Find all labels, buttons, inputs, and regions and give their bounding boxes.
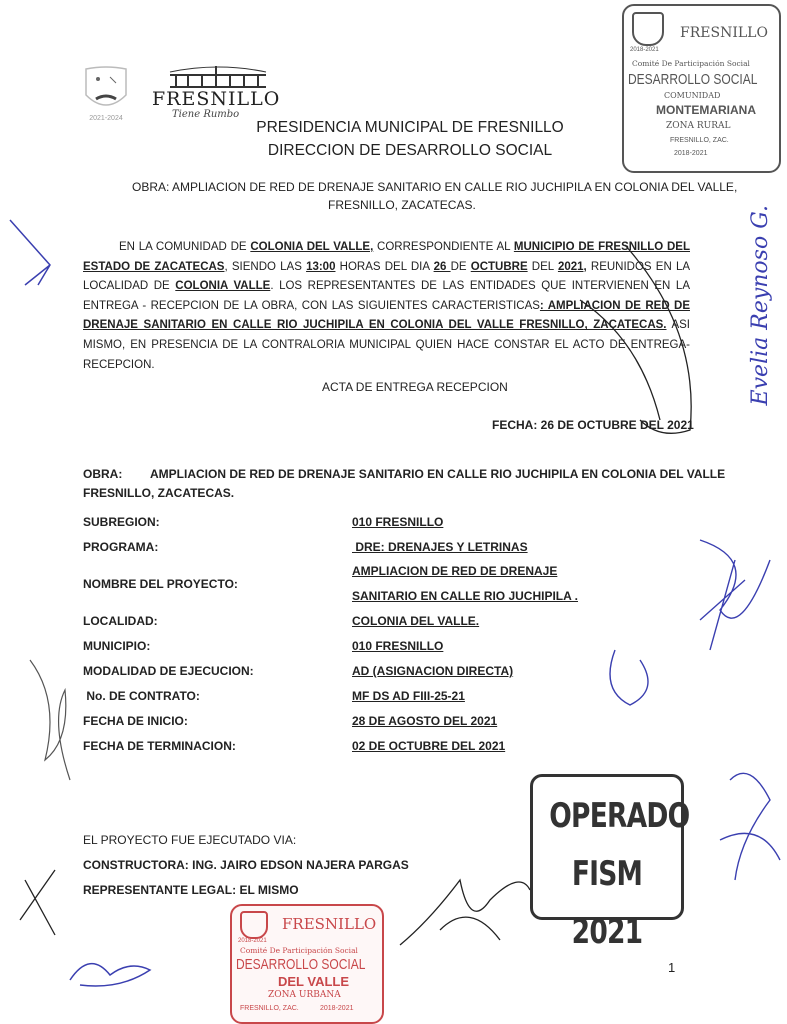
comite-stamp-grey <box>622 4 781 173</box>
value-localidad: COLONIA DEL VALLE. <box>352 614 480 628</box>
text: EN LA COMUNIDAD DE <box>119 241 251 253</box>
stamp-lugar: FRESNILLO, ZAC. <box>670 137 729 144</box>
signature-bottom-left <box>20 870 55 935</box>
logo-name: FRESNILLO <box>152 88 281 110</box>
operado-fism-stamp <box>530 774 690 952</box>
value-contrato: MF DS AD FIII-25-21 <box>352 689 465 703</box>
value-municipio: 010 FRESNILLO <box>352 639 444 653</box>
fecha: FECHA: 26 DE OCTUBRE DEL 2021 <box>492 418 694 432</box>
stamp-crest-icon <box>240 911 268 939</box>
title-presidencia: PRESIDENCIA MUNICIPAL DE FRESNILLO <box>256 119 564 136</box>
crest-years: 2021-2024 <box>89 115 123 122</box>
value-fecha-terminacion: 02 DE OCTUBRE DEL 2021 <box>352 739 506 753</box>
stamp-years: 2018-2021 <box>630 47 659 53</box>
value-modalidad: AD (ASIGNACION DIRECTA) <box>352 664 514 678</box>
label-subregion: SUBREGION: <box>83 515 160 529</box>
anio: 2021, <box>557 260 587 273</box>
label-localidad: LOCALIDAD: <box>83 614 158 628</box>
stamp-years: 2018-2021 <box>238 938 267 944</box>
representante-legal: REPRESENTANTE LEGAL: EL MISMO <box>83 883 299 897</box>
stamp-nombre: DEL VALLE <box>278 974 350 989</box>
text: HORAS DEL DIA <box>335 260 434 273</box>
value-nombre-proyecto: AMPLIACION DE RED DE DRENAJE <box>352 564 558 578</box>
text: ASI MISMO, EN PRESENCIA DE LA CONTRALORIA MUNICIPAL QUIEN HACE CONSTAR EL ACTO DE ENTREGA-RECEPCION. <box>83 319 690 371</box>
signature-left-top <box>10 220 50 285</box>
ejecutado-via: EL PROYECTO FUE EJECUTADO VIA: <box>83 833 297 847</box>
label-municipio: MUNICIPIO: <box>83 639 151 653</box>
operado-line1: OPERADO <box>549 796 690 836</box>
stamp-zona: ZONA RURAL <box>666 121 731 131</box>
label-fecha-terminacion: FECHA DE TERMINACION: <box>83 739 236 753</box>
stamp-area: DESARROLLO SOCIAL <box>236 956 366 973</box>
obra-line1: AMPLIACION DE RED DE DRENAJE SANITARIO EN CALLE RIO JUCHIPILA EN COLONIA DEL VALLE <box>150 467 726 481</box>
operado-line2: FISM 2021 <box>571 854 643 952</box>
stamp-periodo: 2018-2021 <box>320 1005 354 1012</box>
stamp-comite: Comité De Participación Social <box>240 946 358 955</box>
obra-label: OBRA: <box>83 467 123 481</box>
signature-bottom-blue <box>70 964 150 986</box>
text: , SIENDO LAS <box>224 260 307 273</box>
stamp-comunidad: COMUNIDAD <box>664 91 721 100</box>
label-contrato: No. DE CONTRATO: <box>83 689 200 703</box>
obra-line2: FRESNILLO, ZACATECAS. <box>83 486 235 500</box>
value-programa: DRE: DRENAJES Y LETRINAS <box>352 540 528 554</box>
value-subregion: 010 FRESNILLO <box>352 515 444 529</box>
localidad: COLONIA VALLE <box>175 280 271 293</box>
stamp-zona: ZONA URBANA <box>268 990 341 1000</box>
stamp-lugar: FRESNILLO, ZAC. <box>240 1005 299 1012</box>
value-fecha-inicio: 28 DE AGOSTO DEL 2021 <box>352 714 498 728</box>
text: REUNIDOS EN LA LOCALIDAD DE <box>83 260 691 293</box>
intro-paragraph <box>83 238 690 375</box>
text: DE <box>450 260 471 273</box>
stamp-area: DESARROLLO SOCIAL <box>628 71 758 88</box>
text: . LOS REPRESENTANTES DE LAS ENTIDADES QUE INTERVIENEN EN LA ENTREGA - RECEPCION DE LA OBRA, CON LAS SIGUIENTES CARACTERISTICAS <box>83 280 690 312</box>
label-nombre-proyecto: NOMBRE DEL PROYECTO: <box>83 577 238 591</box>
label-fecha-inicio: FECHA DE INICIO: <box>83 714 188 728</box>
stamp-logo: FRESNILLO <box>282 915 377 933</box>
obra: : AMPLIACION DE RED DE DRENAJE SANITARIO EN CALLE RIO JUCHIPILA EN COLONIA DEL VALLE FRESNILLO, ZACATECAS. <box>83 299 690 332</box>
handwritten-side-name: Evelia Reynoso G. <box>748 205 773 406</box>
municipio: MUNICIPIO DE FRESNILLO DEL ESTADO DE ZACATECAS <box>83 241 690 273</box>
constructora: CONSTRUCTORA: ING. JAIRO EDSON NAJERA PARGAS <box>83 858 409 872</box>
obra-heading-line2: FRESNILLO, ZACATECAS. <box>328 198 476 212</box>
signature-constructora <box>400 880 530 945</box>
stamp-logo: FRESNILLO <box>680 25 768 41</box>
mes: OCTUBRE <box>470 260 528 273</box>
municipal-crest <box>82 65 130 127</box>
text: CORRESPONDIENTE AL <box>373 241 514 253</box>
acta-title: ACTA DE ENTREGA RECEPCION <box>322 380 508 394</box>
hora: 13:00 <box>306 260 336 273</box>
label-programa: PROGRAMA: <box>83 540 159 554</box>
stamp-nombre: MONTEMARIANA <box>656 103 756 117</box>
signature-left-vertical <box>30 660 70 780</box>
text: DEL <box>527 260 558 273</box>
value-nombre-proyecto-2: SANITARIO EN CALLE RIO JUCHIPILA . <box>352 589 579 603</box>
fresnillo-logo <box>150 62 281 124</box>
dia: 26 <box>433 260 451 273</box>
comunidad: COLONIA DEL VALLE, <box>250 241 374 253</box>
title-direccion: DIRECCION DE DESARROLLO SOCIAL <box>267 142 553 159</box>
logo-tagline: Tiene Rumbo <box>172 109 240 120</box>
obra-heading-line1: OBRA: AMPLIACION DE RED DE DRENAJE SANITARIO EN CALLE RIO JUCHIPILA EN COLONIA DEL VALLE, <box>132 180 738 194</box>
label-modalidad: MODALIDAD DE EJECUCION: <box>83 664 254 678</box>
stamp-comite: Comité De Participación Social <box>632 59 750 68</box>
stamp-periodo: 2018-2021 <box>674 150 708 157</box>
comite-stamp-red <box>230 904 384 1024</box>
page-number: 1 <box>668 960 676 975</box>
stamp-crest-icon <box>632 12 664 46</box>
